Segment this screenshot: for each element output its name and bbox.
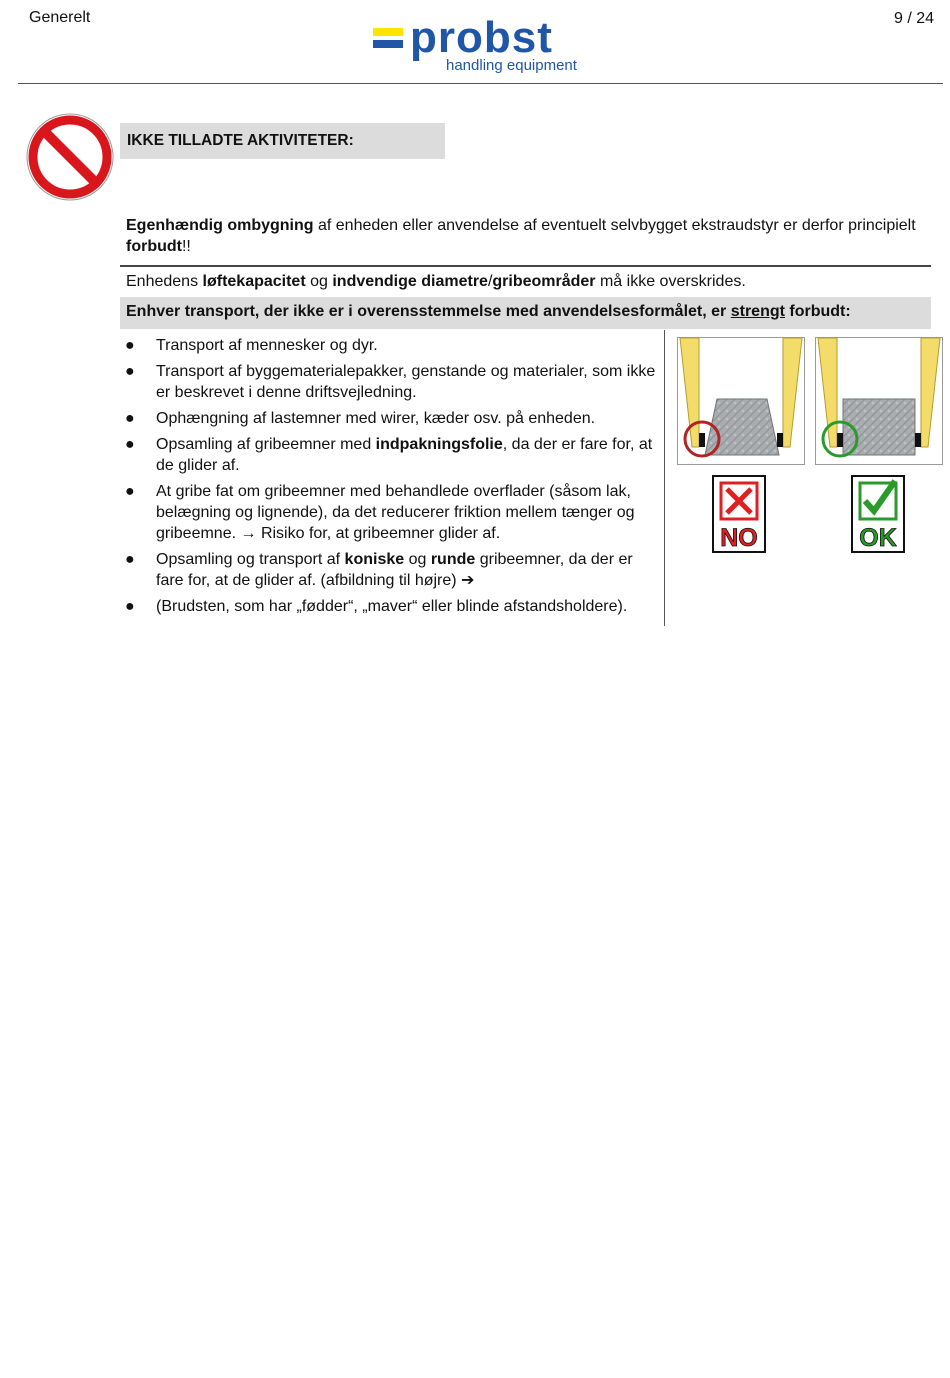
conical-block-gripper-illustration (677, 337, 805, 465)
list-item-text: gribeemner, da der er fare for, at de glider af. (afbildning til højre) ➔ (156, 551, 633, 589)
capacity-bold-2: indvendige diametre (332, 273, 488, 290)
bullet-icon: ● (125, 410, 135, 427)
section-divider (120, 265, 931, 267)
list-item-text: Transport af mennesker og dyr. (156, 337, 378, 354)
capacity-paragraph (126, 271, 746, 292)
list-item-text: Ophængning af lastemner med wirer, kæder osv. på enheden. (156, 410, 596, 427)
list-item (122, 434, 662, 476)
logo-tagline: handling equipment (446, 57, 577, 74)
list-item-text: , da der er fare for, at de glider af. (156, 436, 653, 474)
list-item (122, 549, 662, 591)
bullet-icon: ● (125, 483, 135, 500)
ok-badge-icon (851, 475, 905, 553)
transport-text-1: Enhver transport, der ikke er i overensstemmelse med anvendelsesformålet, er (126, 303, 731, 320)
capacity-text-4: må ikke overskrides. (595, 273, 746, 290)
capacity-text-2: og (305, 273, 333, 290)
header-divider (18, 83, 943, 84)
bullet-icon: ● (125, 551, 135, 568)
bullet-icon: ● (125, 598, 135, 615)
section-heading: IKKE TILLADTE AKTIVITETER: (120, 123, 445, 159)
bullet-icon: ● (125, 436, 135, 453)
logo-yellow-bar (373, 28, 403, 36)
list-item-text: og (404, 551, 431, 568)
list-item (122, 596, 662, 617)
list-item-text: Transport af byggematerialepakker, genstande og materialer, som ikke er beskrevet i denne driftsvejledning. (156, 363, 656, 401)
bullet-icon: ● (125, 337, 135, 354)
capacity-bold-1: løftekapacitet (202, 273, 306, 290)
list-item-bold: indpakningsfolie (375, 436, 503, 453)
header-section: Generelt (29, 9, 91, 26)
intro-bold-1: Egenhændig ombygning (126, 217, 314, 234)
intro-text-1: af enheden eller anvendelse af eventuelt selvbygget ekstraudstyr er derfor principielt (313, 217, 916, 234)
list-item-text: Opsamling og transport af (156, 551, 345, 568)
page-number: 9 / 24 (893, 10, 934, 27)
column-divider (664, 330, 665, 626)
list-item (122, 408, 662, 429)
prohibited-list (122, 335, 662, 622)
capacity-text-3: / (487, 273, 493, 290)
transport-text-2: forbudt: (784, 303, 851, 320)
list-item (122, 335, 662, 356)
list-item (122, 361, 662, 403)
intro-text-2: !! (181, 238, 191, 255)
ok-label: OK (859, 524, 897, 552)
prohibition-sign-icon (25, 112, 115, 202)
capacity-text-1: Enhedens (126, 273, 203, 290)
list-item-text: (Brudsten, som har „fødder“, „maver“ eller blinde afstandsholdere). (156, 598, 628, 615)
list-item (122, 481, 662, 544)
list-item-bold: runde (430, 551, 476, 568)
straight-block-gripper-illustration (815, 337, 943, 465)
probst-logo (372, 14, 598, 76)
transport-heading (120, 297, 931, 329)
no-badge-icon (712, 475, 766, 553)
logo-blue-bar (373, 40, 403, 48)
list-item-bold: koniske (344, 551, 405, 568)
list-item-text: At gribe fat om gribeemner med behandlede overflader (såsom lak, belægning og lignende), da det reducerer friktion mellem tænger og gribeemne. → Risiko for, at gribeemner glider af. (156, 483, 635, 542)
bullet-icon: ● (125, 363, 135, 380)
capacity-bold-3: gribeområder (492, 273, 596, 290)
intro-paragraph (126, 215, 916, 257)
no-label: NO (720, 524, 758, 552)
transport-underline: strengt (730, 303, 785, 320)
intro-bold-2: forbudt (126, 238, 182, 255)
list-item-text: Opsamling af gribeemner med (156, 436, 376, 453)
logo-brand: probst (410, 14, 553, 62)
